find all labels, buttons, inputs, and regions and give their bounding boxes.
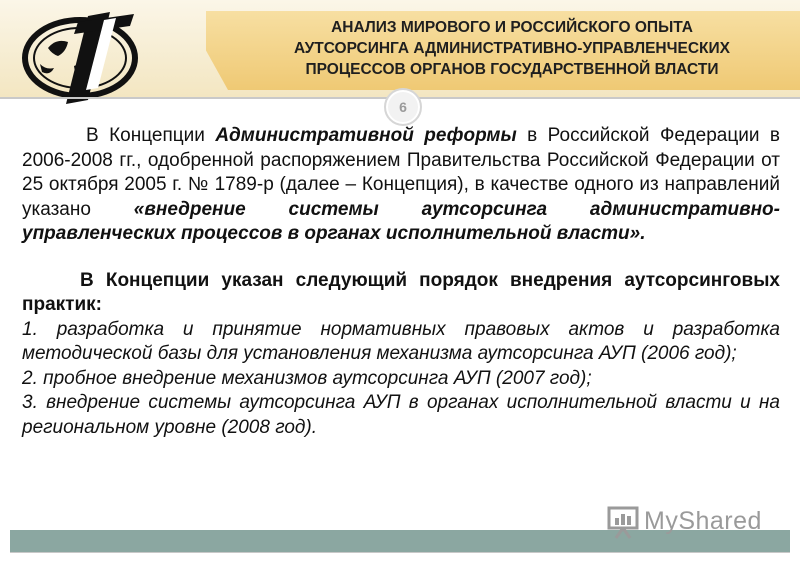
order-heading-text: В Концепции указан следующий порядок внедрения аутсорсинговых практик: [22,269,780,315]
p1-text-c: в Российской Федерации в 2006-2008 гг., одобренной распоряжением Правительства Российской Федерации от 25 октября 2005 г. № 1789-р (далее – Концепция), в качестве одного из направлений указано [22,125,780,220]
list-item: 1. разработка и принятие нормативных правовых актов и разработка методической базы для установления механизма аутсорсинга АУП (2006 год); [22,318,780,364]
slide-title [238,17,786,80]
title-line-3: ПРОЦЕССОВ ОРГАНОВ ГОСУДАРСТВЕННОЙ ВЛАСТИ [305,61,719,78]
slide-body [22,124,780,440]
page-number-badge: 6 [384,88,422,126]
watermark-text: MyShared [644,507,762,535]
paragraph-order-heading [22,269,780,318]
list-item: 2. пробное внедрение механизмов аутсорсинга АУП (2007 год); [22,367,592,389]
p1-text-quote: «внедрение системы аутсорсинга административно-управленческих процессов в органах исполнительной власти». [22,198,780,244]
paragraph-intro [22,124,780,247]
watermark [606,502,771,542]
footer-line [10,552,790,553]
title-line-2: АУТСОРСИНГА АДМИНИСТРАТИВНО-УПРАВЛЕНЧЕСКИХ [294,40,730,57]
university-globe-logo-icon [18,8,150,106]
p1-text-emphasis: Административной реформы [215,125,517,146]
presentation-board-icon [606,504,640,540]
list-item: 3. внедрение системы аутсорсинга АУП в органах исполнительной власти и на региональном уровне (2008 год). [22,392,780,438]
title-line-1: АНАЛИЗ МИРОВОГО И РОССИЙСКОГО ОПЫТА [331,19,693,36]
p1-text-a: В Концепции [86,125,216,146]
